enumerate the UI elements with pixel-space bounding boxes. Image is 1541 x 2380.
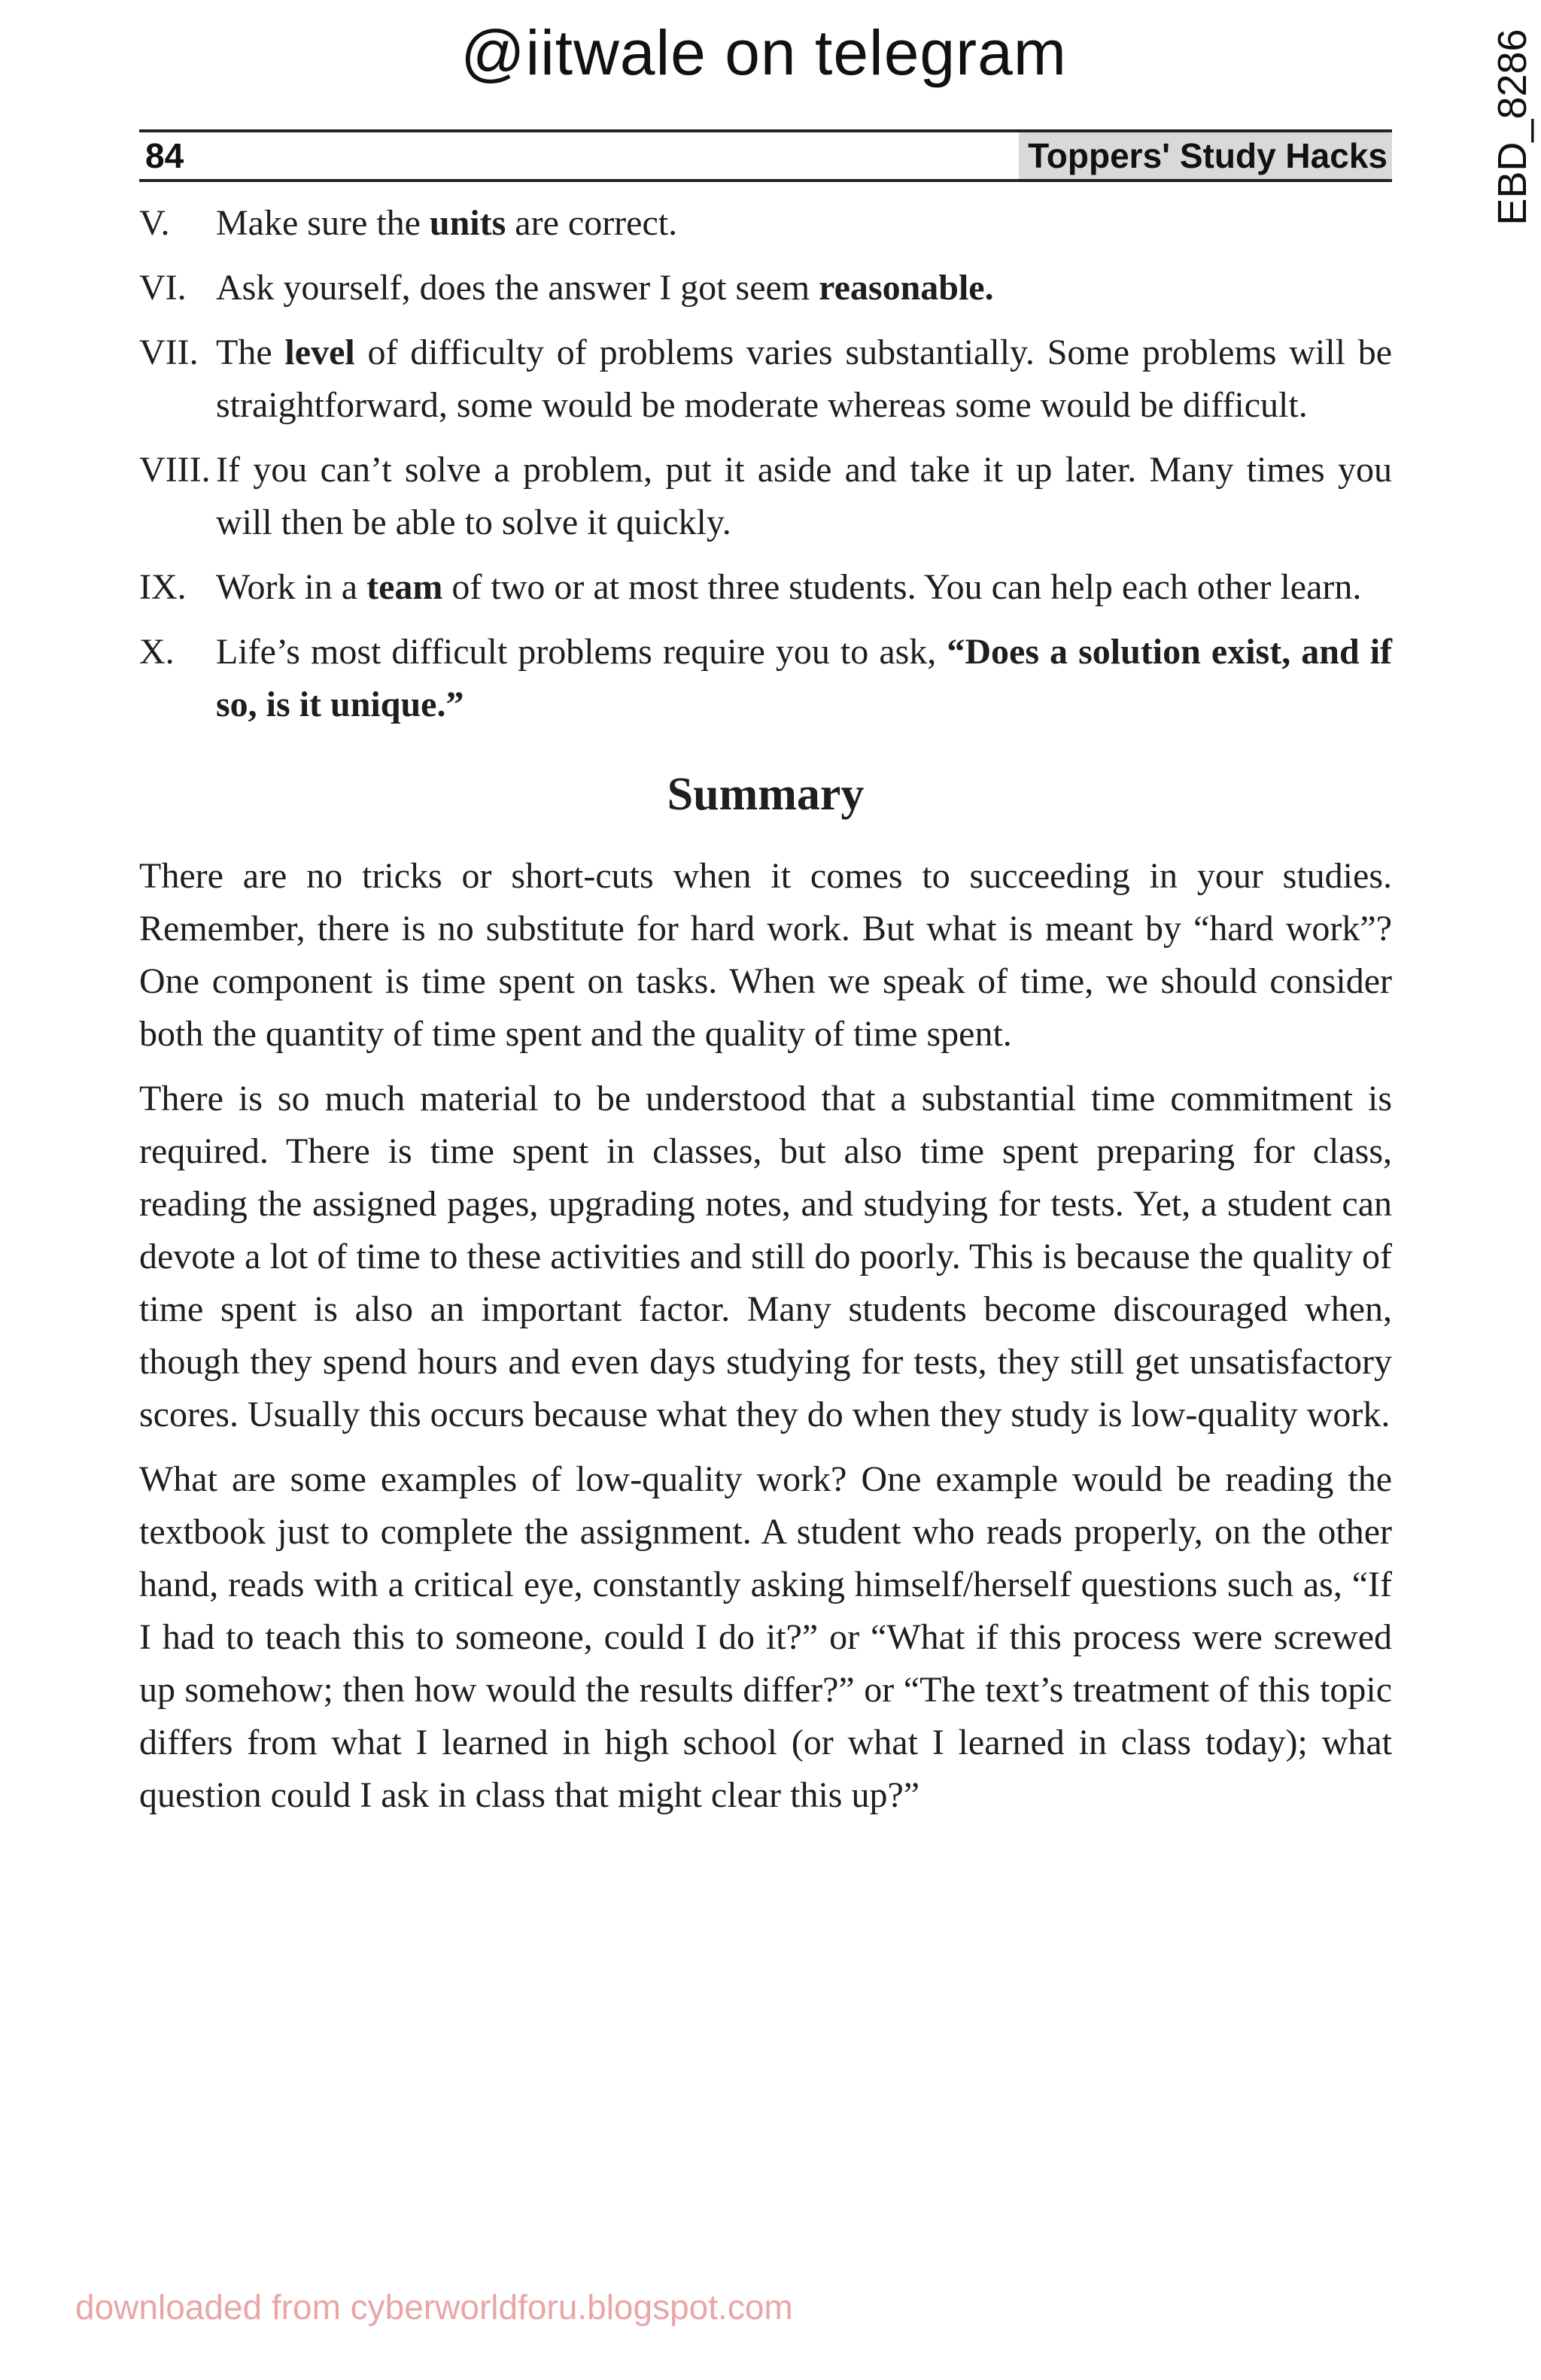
list-item (139, 326, 1392, 432)
list-number: X. (139, 632, 175, 672)
telegram-watermark: @iitwale on telegram (460, 17, 1067, 88)
footer-watermark: downloaded from cyberworldforu.blogspot.com (75, 2287, 793, 2327)
list-text: Life’s most difficult problems require you to ask, (216, 632, 947, 672)
list-emphasis: reasonable. (819, 268, 994, 308)
list-emphasis: “Does a solution exist, and if so, is it unique.” (216, 632, 1393, 724)
book-title: Toppers' Study Hacks (1019, 132, 1392, 179)
side-code-text: EBD_8286 (1490, 29, 1535, 226)
list-text: of difficulty of problems varies substantially. Some problems will be straightforward, some would be moderate whereas some would be difficult. (216, 332, 1393, 425)
section-heading: Summary (667, 769, 865, 820)
list-number: VI. (139, 268, 187, 308)
page-content (139, 197, 1392, 1834)
page-number: 84 (145, 136, 184, 175)
list-number: IX. (139, 567, 187, 607)
list-item (139, 626, 1392, 731)
list-text: are correct. (506, 203, 678, 243)
list-item (139, 561, 1392, 614)
list-text: Make sure the (216, 203, 430, 243)
list-text: of two or at most three students. You can help each other learn. (442, 567, 1362, 607)
list-text: If you can’t solve a problem, put it aside and take it up later. Many times you will then be able to solve it quickly. (216, 450, 1392, 542)
list-item (139, 444, 1392, 549)
paragraph: There is so much material to be understood that a substantial time commitment is required. There is time spent in classes, but also time spent preparing for class, reading the assigned pages, upgrading notes, and studying for tests. Yet, a student can devote a lot of time to these activities and still do poorly. This is because the quality of time spent is also an important factor. Many students become discouraged when, though they spend hours and even days studying for tests, they still get unsatisfactory scores. Usually this occurs because what they do when they study is low-quality work. (139, 1079, 1392, 1434)
list-text: The (216, 332, 285, 372)
list-emphasis: team (366, 567, 443, 607)
list-emphasis: units (429, 203, 506, 243)
list-text: Work in a (216, 567, 367, 607)
list-item (139, 262, 1392, 314)
paragraph: What are some examples of low-quality work? One example would be reading the textbook just to complete the assignment. A student who reads properly, on the other hand, reads with a critical eye, constantly asking himself/herself questions such as, “If I had to teach this to someone, could I do it?” or “What if this process were screwed up somehow; then how would the results differ?” or “The text’s treatment of this topic differs from what I learned in high school (or what I learned in class today); what question could I ask in class that might clear this up?” (139, 1459, 1392, 1815)
list-number: VII. (139, 332, 199, 372)
list-item (139, 197, 1392, 250)
list-number: V. (139, 203, 170, 243)
list-emphasis: level (284, 332, 355, 372)
paragraph: There are no tricks or short-cuts when it comes to succeeding in your studies. Remember, there is no substitute for hard work. But what is meant by “hard work”? One component is time spent on tasks. When we speak of time, we should consider both the quantity of time spent and the quality of time spent. (139, 856, 1392, 1054)
list-number: VIII. (139, 450, 211, 490)
list-text: Ask yourself, does the answer I got seem (216, 268, 819, 308)
page-header (139, 129, 1392, 182)
side-code-watermark (1482, 29, 1541, 226)
